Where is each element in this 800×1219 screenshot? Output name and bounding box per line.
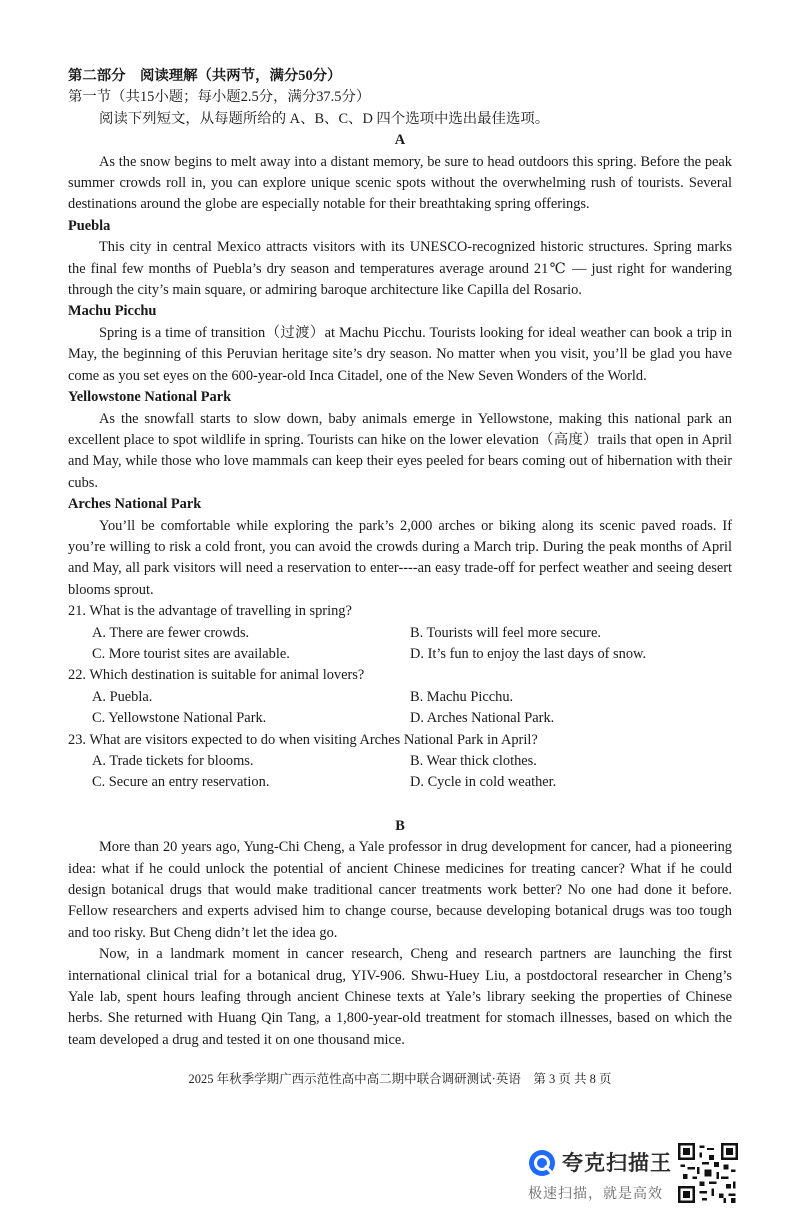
section-text-puebla: This city in central Mexico attracts visitors with its UNESCO-recognized historic structures. Spring marks the final few months of Puebla’s dry season and temperatures average around 21℃ — just right for wandering through the city’s main square, or admiring baroque architecture like Capilla del Rosario. bbox=[68, 239, 732, 299]
subsection-header: 第一节（共15小题；每小题2.5分，满分37.5分） bbox=[68, 89, 371, 106]
section-title-puebla: Puebla bbox=[68, 217, 111, 234]
section-header: 第二部分 阅读理解（共两节，满分50分） bbox=[68, 68, 342, 84]
section-title-machu-picchu: Machu Picchu bbox=[68, 303, 157, 320]
question-22 bbox=[68, 665, 732, 729]
question-stem: 22. Which destination is suitable for animal lovers? bbox=[68, 667, 365, 684]
section-text-arches: You’ll be comfortable while exploring the park’s 2,000 arches or biking along its scenic paved roads. If you’re willing to risk a cold front, you can avoid the crowds during a March trip. During the peak months of April and May, all park visitors will need a reservation to enter----an easy trade-off for perfect weather and seeing desert blooms sprout. bbox=[68, 517, 732, 598]
option-a[interactable]: A. Puebla. bbox=[92, 688, 153, 705]
question-stem: 21. What is the advantage of travelling in spring? bbox=[68, 603, 352, 620]
option-c[interactable]: C. More tourist sites are available. bbox=[92, 645, 290, 662]
scanner-watermark bbox=[528, 1143, 678, 1205]
option-b[interactable]: B. Machu Picchu. bbox=[410, 688, 514, 705]
scanner-logo-icon bbox=[528, 1149, 556, 1177]
option-c[interactable]: C. Yellowstone National Park. bbox=[92, 710, 267, 727]
option-d[interactable]: D. Arches National Park. bbox=[410, 710, 555, 727]
section-title-arches: Arches National Park bbox=[68, 496, 202, 513]
option-a[interactable]: A. There are fewer crowds. bbox=[92, 624, 250, 641]
scanner-slogan: 极速扫描，就是高效 bbox=[528, 1186, 663, 1202]
section-title-yellowstone: Yellowstone National Park bbox=[68, 389, 232, 406]
passage-a-intro: As the snow begins to melt away into a distant memory, be sure to head outdoors this spring. Before the peak summer crowds roll in, you can explore unique scenic spots without the overwhelming rush of tourists. Several destinations around the globe are especially notable for their breathtaking spring offerings. bbox=[68, 153, 732, 213]
instruction: 阅读下列短文，从每题所给的 A、B、C、D 四个选项中选出最佳选项。 bbox=[99, 110, 550, 127]
section-text-machu-picchu: Spring is a time of transition（过渡）at Machu Picchu. Tourists looking for ideal weather can book a trip in May, the beginning of this Peruvian heritage site’s dry season. No matter when you visit, you’ll be glad you have come as you set eyes on the 600-year-old Inca Citadel, one of the New Seven Wonders of the World. bbox=[68, 324, 732, 384]
question-21 bbox=[68, 601, 732, 665]
question-23 bbox=[68, 730, 732, 794]
section-text-yellowstone: As the snowfall starts to slow down, baby animals emerge in Yellowstone, making this national park an excellent place to spot wildlife in spring. Tourists can hike on the lower elevation（高度）trails that open in April and May, while those who love mammals can keep their eyes peeled for bears coming out of hibernation with their cubs. bbox=[68, 410, 732, 491]
option-b[interactable]: B. Tourists will feel more secure. bbox=[410, 624, 601, 641]
scanner-brand-name: 夸克扫描王 bbox=[562, 1151, 672, 1175]
passage-b-paragraph-1: More than 20 years ago, Yung-Chi Cheng, a Yale professor in drug development for cancer, had a pioneering idea: what if he could unlock the potential of ancient Chinese medicines for treating cancer? What if he could design botanical drugs that would make traditional cancer treatments work better? No one had done it before. Fellow researchers and experts advised him to change course, because developing botanical drugs was too tough and too risky. But Cheng didn’t let the idea go. bbox=[68, 839, 732, 941]
option-c[interactable]: C. Secure an entry reservation. bbox=[92, 774, 270, 791]
option-a[interactable]: A. Trade tickets for blooms. bbox=[92, 753, 254, 769]
option-b[interactable]: B. Wear thick clothes. bbox=[410, 753, 537, 769]
passage-b-paragraph-2: Now, in a landmark moment in cancer research, Cheng and research partners are launching the first international clinical trial for a botanical drug, YIV-906. Shwu-Huey Liu, a postdoctoral researcher in Cheng’s Yale lab, spent hours leafing through ancient Chinese texts at Yale’s library seeking the properties of Chinese herbs. She returned with Huang Qin Tang, a 1,800-year-old treatment for stomach illnesses, based on which the team developed a drug and tested it on one thousand mice. bbox=[68, 946, 732, 1048]
passage-a-letter: A bbox=[394, 132, 406, 149]
passage-b-letter: B bbox=[395, 817, 405, 834]
option-d[interactable]: D. Cycle in cold weather. bbox=[410, 774, 557, 791]
page-footer: 2025 年秋季学期广西示范性高中高二期中联合调研测试·英语 第 3 页 共 8 页 bbox=[188, 1072, 612, 1086]
question-stem: 23. What are visitors expected to do when visiting Arches National Park in April? bbox=[68, 731, 538, 748]
exam-page bbox=[68, 66, 732, 1051]
qr-code-icon bbox=[678, 1142, 738, 1204]
option-d[interactable]: D. It’s fun to enjoy the last days of snow. bbox=[410, 645, 647, 662]
